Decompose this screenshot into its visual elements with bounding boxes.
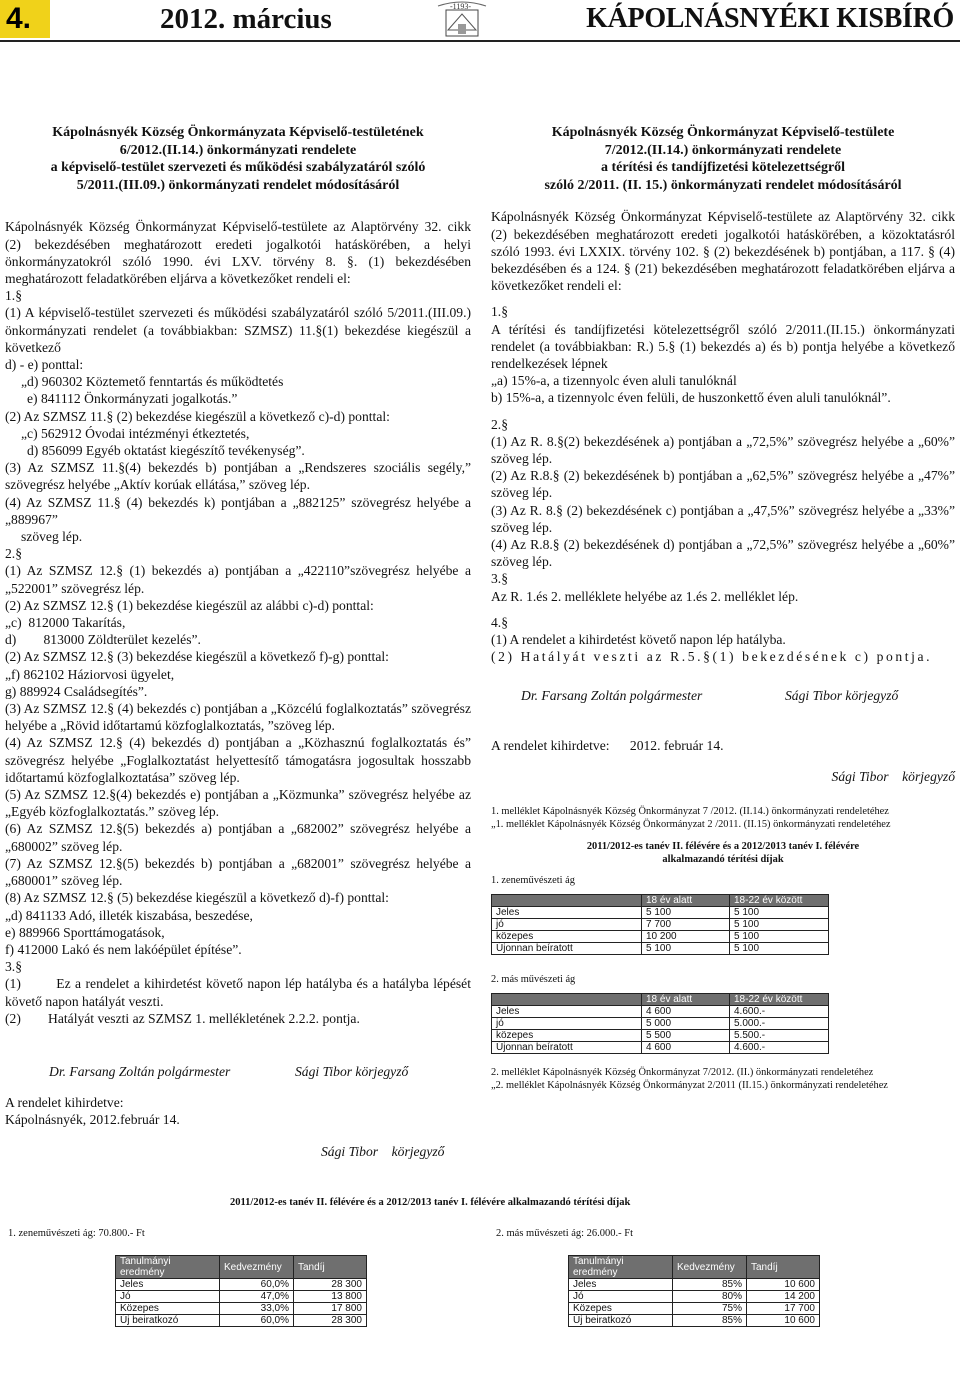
table-row bbox=[569, 1279, 820, 1291]
annex-caption: 1. melléklet Kápolnásnyék Község Önkormányzat 7 /2012. (II.14.) önkormányzati rendeletéhez bbox=[491, 806, 889, 818]
crest-text: -1193- bbox=[450, 2, 472, 11]
table-header-row bbox=[492, 895, 829, 907]
table-cell: Közepes bbox=[569, 1303, 673, 1315]
table-cell: 60,0% bbox=[220, 1315, 294, 1327]
table-cell: Újonnan beíratott bbox=[492, 1042, 642, 1054]
paragraph: e) 889966 Sporttámogatások, bbox=[5, 924, 165, 940]
paragraph: „d) 841133 Adó, illeték kiszabása, beszedése, bbox=[5, 907, 253, 923]
table-row bbox=[569, 1315, 820, 1327]
title-line: a térítési és tandíjfizetési kötelezettségről bbox=[600, 160, 846, 176]
title-line: a képviselő-testület szervezeti és működési szabályzatáról szóló bbox=[50, 160, 426, 176]
paragraph: Az R. 1.és 2. melléklete helyébe az 1.és 2. melléklet lép. bbox=[491, 588, 799, 604]
table-cell: 5 500 bbox=[642, 1030, 730, 1042]
promulgation-date: Kápolnásnyék, 2012.február 14. bbox=[5, 1112, 180, 1128]
table-row bbox=[569, 1303, 820, 1315]
paragraph: d) 856099 Egyéb oktatást kiegészítő tevékenység”. bbox=[27, 443, 305, 459]
music-fee-label: 1. zeneművészeti ág: 70.800.- Ft bbox=[8, 1228, 145, 1239]
table-cell: 28 300 bbox=[294, 1315, 367, 1327]
table-cell: 4.600.- bbox=[730, 1006, 829, 1018]
table-row bbox=[116, 1291, 367, 1303]
section-mark: 4.§ bbox=[491, 614, 508, 630]
paragraph: (3) Az R. 8.§ (2) bekezdésének c) pontjában a „47,5%” szövegrész helyébe a „33%” szöveg lép. bbox=[491, 502, 955, 535]
title-line: Kápolnásnyék Község Önkormányzata Képviselő-testületének bbox=[52, 125, 424, 140]
paragraph: „d) 960302 Köztemető fenntartás és működtetés bbox=[21, 374, 284, 390]
mayor-signature: Dr. Farsang Zoltán polgármester bbox=[521, 688, 703, 704]
table-header: 18-22 év között bbox=[730, 994, 829, 1006]
table-cell: 7 700 bbox=[642, 919, 730, 931]
page-number-box bbox=[0, 0, 50, 38]
table-header-row bbox=[569, 1256, 820, 1279]
right-column bbox=[491, 124, 955, 1092]
section-mark: 3.§ bbox=[491, 571, 508, 587]
table-cell: 13 800 bbox=[294, 1291, 367, 1303]
section-mark: 3.§ bbox=[5, 959, 22, 975]
table-cell: Jeles bbox=[569, 1279, 673, 1291]
paragraph: „c) 562912 Óvodai intézményi étkeztetés, bbox=[21, 425, 250, 441]
paragraph: d) - e) ponttal: bbox=[5, 357, 84, 372]
table-cell: közepes bbox=[492, 931, 642, 943]
table-cell: Újonnan beíratott bbox=[492, 943, 642, 955]
title-line: 7/2012.(II.14.) önkormányzati rendelete bbox=[604, 142, 842, 158]
table-cell: Jó bbox=[569, 1291, 673, 1303]
intro-paragraph: Kápolnásnyék Község Önkormányzat Képviselő-testülete az Alaptörvény 32. cikk (2) bekezdésében meghatározott eredeti jogalkotói hatáskörében, a közoktatásról szóló 1993. évi LXXIX. törvény 102. § (2) bekezdésének b) pontjában, a 117. § (4) bekezdésében és a 124. § (21) bekezdésében meghatározott feladatkörében eljárva a következőket rendeli el: bbox=[491, 209, 955, 294]
other-fee-label: 2. más művészeti ág: 26.000.- Ft bbox=[496, 1228, 634, 1239]
section-mark: 1.§ bbox=[491, 304, 508, 320]
table-row bbox=[492, 1030, 829, 1042]
table-row bbox=[116, 1303, 367, 1315]
table-row bbox=[492, 1018, 829, 1030]
table-header bbox=[492, 994, 642, 1006]
paragraph: (1) A rendelet a kihirdetést követő napon lép hatályba. bbox=[491, 632, 786, 648]
table-cell: 60,0% bbox=[220, 1279, 294, 1291]
title-line: 5/2011.(III.09.) önkormányzati rendelet módosításáról bbox=[76, 177, 400, 193]
signature-line bbox=[491, 687, 955, 704]
paragraph: b) 15%-a, a tizennyolc éven felüli, de huszonkettő éven aluli tanulóknál”. bbox=[491, 390, 891, 406]
notary-signature: Sági Tibor körjegyző bbox=[785, 688, 899, 704]
paragraph: „c) 812000 Takarítás, bbox=[5, 615, 126, 631]
title-line: Kápolnásnyék Község Önkormányzat Képviselő-testülete bbox=[551, 125, 895, 140]
table-cell: közepes bbox=[492, 1030, 642, 1042]
right-article-title bbox=[491, 124, 955, 194]
paragraph: (4) Az SZMSZ 11.§ (4) bekezdés k) pontjában a „882125” szövegrész helyébe a „889967” bbox=[5, 494, 471, 527]
table-cell: 14 200 bbox=[747, 1291, 820, 1303]
table-cell: 17 700 bbox=[747, 1303, 820, 1315]
table-header: Kedvezmény bbox=[673, 1256, 747, 1279]
annex-caption: 2. melléklet Kápolnásnyék Község Önkormányzat 7/2012. (II.) önkormányzati rendeletéhez bbox=[491, 1067, 874, 1079]
paragraph: d) 813000 Zöldterület kezelés”. bbox=[5, 632, 201, 648]
notary-signature-2: Sági Tibor körjegyző bbox=[321, 1143, 445, 1159]
page-header bbox=[0, 0, 960, 38]
table-row bbox=[492, 907, 829, 919]
table-cell: 5 000 bbox=[642, 1018, 730, 1030]
table-header: Tanulmányi eredmény bbox=[569, 1256, 673, 1279]
table-header: 18 év alatt bbox=[642, 895, 730, 907]
table-header: 18 év alatt bbox=[642, 994, 730, 1006]
table-cell: Közepes bbox=[116, 1303, 220, 1315]
table-cell: Jeles bbox=[116, 1279, 220, 1291]
newspaper-title: KÁPOLNÁSNYÉKI KISBÍRÓ bbox=[586, 3, 954, 34]
paragraph: (2) Az SZMSZ 12.§ (1) bekezdése kiegészül az alábbi c)-d) ponttal: bbox=[5, 597, 374, 613]
paragraph: (2) Az R.8.§ (2) bekezdésének b) pontjában a „62,5%” szövegrész helyébe a „47%” szöveg lép. bbox=[491, 468, 955, 501]
paragraph: (4) Az SZMSZ 12.§ (4) bekezdés d) pontjában a „Közhasznú foglalkoztatás és” szövegrész helyébe „Foglalkoztatást helyettesítő támogatásra jogosultak hosszabb időtartamú közfoglalkoztatása” szöveg lép. bbox=[5, 735, 471, 785]
paragraph: (2) Hatályát veszti az SZMSZ 1. mellékletének 2.2.2. pontja. bbox=[5, 1010, 360, 1026]
bottom-fee-title: 2011/2012-es tanév II. félévére és a 2012/2013 tanév I. félévére alkalmazandó térítési díjak bbox=[230, 1197, 631, 1208]
paragraph: (1) Ez a rendelet a kihirdetést követő napon lép hatályba és a hatályba lépését követő napon hatályát veszti. bbox=[5, 976, 475, 1009]
paragraph: (7) Az SZMSZ 12.§(5) bekezdés b) pontjában a „682001” szövegrész helyébe a „680001” szöveg lép. bbox=[5, 855, 471, 889]
table-cell: 5 100 bbox=[730, 943, 829, 955]
table-cell: 10 600 bbox=[747, 1279, 820, 1291]
table-cell: jó bbox=[492, 919, 642, 931]
paragraph: (1) Az R. 8.§(2) bekezdésének a) pontjában a „72,5%” szövegrész helyébe a „60%” szöveg lép. bbox=[491, 433, 955, 467]
table-row bbox=[116, 1315, 367, 1327]
table-cell: 5 100 bbox=[730, 931, 829, 943]
paragraph: „a) 15%-a, a tizennyolc éven aluli tanulóknál bbox=[491, 373, 737, 389]
paragraph: (2) Hatályát veszti az R.5.§(1) bekezdésének c) pontja. bbox=[491, 649, 933, 665]
paragraph: (3) Az SZMSZ 11.§(4) bekezdés b) pontjában a „Rendszeres szociális segély,” szövegrész helyébe „Aktív korúak ellátása,” szöveg lép. bbox=[5, 460, 471, 493]
table-row bbox=[116, 1279, 367, 1291]
paragraph: f) 412000 Lakó és nem lakóépület építése”. bbox=[5, 941, 242, 957]
page-number: 4. bbox=[6, 2, 32, 35]
promulgation: A rendelet kihirdetve: 2012. február 14. bbox=[491, 737, 724, 753]
paragraph: (1) Az SZMSZ 12.§ (1) bekezdés a) pontjában a „422110”szövegrész helyébe a „522001” szövegrész lép. bbox=[5, 563, 471, 596]
table-cell: 10 600 bbox=[747, 1315, 820, 1327]
table-header-row bbox=[116, 1256, 367, 1279]
table-row bbox=[492, 919, 829, 931]
table-cell: 85% bbox=[673, 1315, 747, 1327]
table-cell: 5 100 bbox=[642, 907, 730, 919]
table-cell: 5.000.- bbox=[730, 1018, 829, 1030]
header-rule bbox=[0, 40, 960, 42]
table-label: 2. más művészeti ág bbox=[491, 974, 576, 986]
paragraph: (3) Az SZMSZ 12.§ (4) bekezdés c) pontjában a „Közcélú foglalkoztatás” szövegrész helyébe a „Rövid időtartamú közfoglalkoztatás, ”szöveg lép. bbox=[5, 701, 471, 734]
promulgation-label: A rendelet kihirdetve: bbox=[5, 1095, 124, 1111]
section-mark: 2.§ bbox=[491, 416, 508, 432]
table-header: 18-22 év között bbox=[730, 895, 829, 907]
left-article-title bbox=[5, 124, 471, 194]
paragraph: e) 841112 Önkormányzati jogalkotás.” bbox=[27, 391, 238, 407]
table-row bbox=[492, 931, 829, 943]
section-mark: 1.§ bbox=[5, 288, 22, 304]
fee-table-music bbox=[491, 894, 829, 955]
notary-signature: Sági Tibor körjegyző bbox=[295, 1063, 409, 1079]
table-cell: 75% bbox=[673, 1303, 747, 1315]
annex-caption: „2. melléklet Kápolnásnyék Község Önkormányzat 2/2011 (II.15.) önkormányzati rendeletéhez bbox=[491, 1080, 888, 1092]
mayor-signature: Dr. Farsang Zoltán polgármester bbox=[49, 1063, 231, 1079]
table-header: Kedvezmény bbox=[220, 1256, 294, 1279]
table-cell: 33,0% bbox=[220, 1303, 294, 1315]
annex-caption: „1. melléklet Kápolnásnyék Község Önkormányzat 2 /2011. (II.15) önkormányzati rendeletéhez bbox=[491, 819, 891, 831]
paragraph: szöveg lép. bbox=[21, 529, 83, 545]
paragraph: (6) Az SZMSZ 12.§(5) bekezdés a) pontjában a „682002” szövegrész helyébe a „680002” szöveg lép. bbox=[5, 821, 471, 854]
title-line: 6/2012.(II.14.) önkormányzati rendelete bbox=[119, 142, 357, 158]
table-header: Tanulmányi eredmény bbox=[116, 1256, 220, 1279]
section-mark: 2.§ bbox=[5, 546, 22, 562]
table-row bbox=[492, 943, 829, 955]
signature-line bbox=[5, 1063, 471, 1080]
intro-paragraph: Kápolnásnyék Község Önkormányzat Képviselő-testülete az Alaptörvény 32. cikk (2) bekezdésében meghatározott eredeti jogalkotói hatáskörében, a helyi önkormányzatokról szóló 1990. évi LXV. törvény 8. §. (1) bekezdésében meghatározott feladatkörében eljárva a következőket rendeli el: bbox=[5, 219, 471, 286]
notary-signature-2: Sági Tibor körjegyző bbox=[831, 768, 955, 784]
paragraph: „f) 862102 Háziorvosi ügyelet, bbox=[5, 666, 175, 682]
table-cell: jó bbox=[492, 1018, 642, 1030]
fee-title: 2011/2012-es tanév II. félévére és a 2012/2013 tanév I. félévére bbox=[586, 841, 860, 853]
table-header: Tandíj bbox=[747, 1256, 820, 1279]
table-row bbox=[569, 1291, 820, 1303]
title-line: szóló 2/2011. (II. 15.) önkormányzati rendelet módosításáról bbox=[544, 177, 902, 193]
paragraph: A térítési és tandíjfizetési kötelezettségről szóló 2/2011.(II.15.) önkormányzati rendelet (a továbbiakban: R.) 5.§ (1) bekezdés a) és b) pontja helyébe a következő rendelkezések lépnek bbox=[491, 321, 955, 371]
table-cell: Új beiratkozó bbox=[569, 1315, 673, 1327]
table-cell: 5 100 bbox=[730, 907, 829, 919]
paragraph: (2) Az SZMSZ 12.§ (3) bekezdése kiegészül a következő f)-g) ponttal: bbox=[5, 649, 389, 665]
left-column bbox=[5, 124, 475, 1160]
paragraph: (2) Az SZMSZ 11.§ (2) bekezdése kiegészül a következő c)-d) ponttal: bbox=[5, 408, 390, 424]
table-header: Tandíj bbox=[294, 1256, 367, 1279]
table-cell: Jeles bbox=[492, 907, 642, 919]
issue-date: 2012. március bbox=[160, 3, 332, 35]
table-cell: Jó bbox=[116, 1291, 220, 1303]
table-cell: 5 100 bbox=[730, 919, 829, 931]
table-cell: 5.500.- bbox=[730, 1030, 829, 1042]
paragraph: (8) Az SZMSZ 12.§ (5) bekezdése kiegészül a következő d)-f) ponttal: bbox=[5, 890, 389, 906]
table-cell: 28 300 bbox=[294, 1279, 367, 1291]
paragraph: (5) Az SZMSZ 12.§(4) bekezdés e) pontjában a „Közmunka” szövegrész helyébe az „Egyéb közfoglalkoztatás.” szöveg lép. bbox=[5, 787, 471, 820]
fee-title: alkalmazandó térítési díjak bbox=[662, 854, 784, 866]
table-cell: 85% bbox=[673, 1279, 747, 1291]
paragraph: g) 889924 Családsegítés”. bbox=[5, 683, 148, 699]
tuition-table-other bbox=[568, 1255, 820, 1327]
table-cell: Jeles bbox=[492, 1006, 642, 1018]
table-label: 1. zeneművészeti ág bbox=[491, 875, 575, 887]
table-cell: 47,0% bbox=[220, 1291, 294, 1303]
table-cell: Új beiratkozó bbox=[116, 1315, 220, 1327]
tuition-table-music bbox=[115, 1255, 367, 1327]
table-cell: 10 200 bbox=[642, 931, 730, 943]
table-cell: 17 800 bbox=[294, 1303, 367, 1315]
table-cell: 5 100 bbox=[642, 943, 730, 955]
table-row bbox=[492, 1042, 829, 1054]
table-header bbox=[492, 895, 642, 907]
paragraph: (4) Az R.8.§ (2) bekezdésének d) pontjában a „72,5%” szövegrész helyébe a „60%” szöveg lép. bbox=[491, 537, 955, 570]
table-row bbox=[492, 1006, 829, 1018]
table-cell: 80% bbox=[673, 1291, 747, 1303]
fee-table-other bbox=[491, 993, 829, 1054]
paragraph: (1) A képviselő-testület szervezeti és működési szabályzatáról szóló 5/2011.(III.09.) önkormányzati rendelet (a továbbiakban: SZMSZ) 11.§(1) bekezdése kiegészül a következő bbox=[5, 305, 471, 355]
table-cell: 4.600.- bbox=[730, 1042, 829, 1054]
table-header-row bbox=[492, 994, 829, 1006]
table-cell: 4 600 bbox=[642, 1042, 730, 1054]
table-cell: 4 600 bbox=[642, 1006, 730, 1018]
